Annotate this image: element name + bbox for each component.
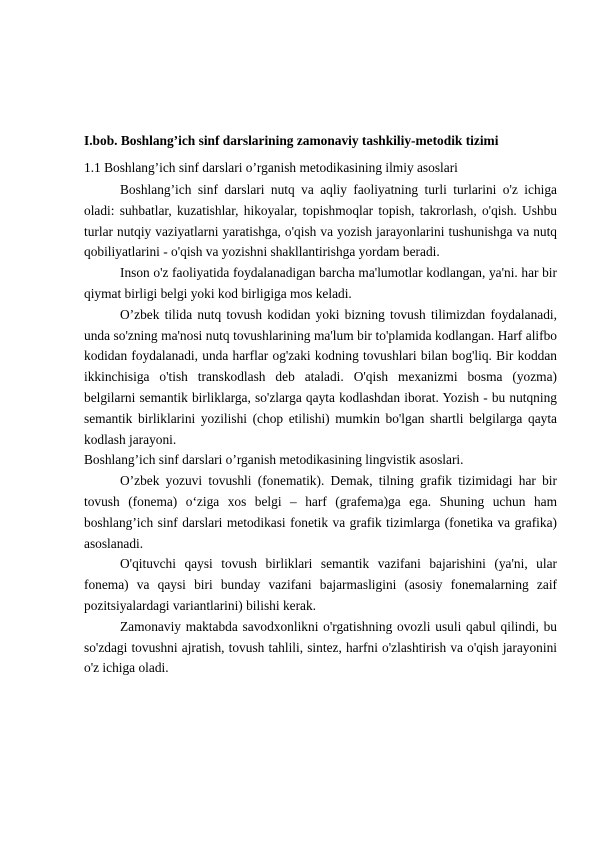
paragraph: O’zbek tilida nutq tovush kodidan yoki bizning tovush tilimizdan foydalanadi, unda so'zning ma'nosi nutq tovushlarining ma'lum bir to'plamida kodlangan. Harf alifbo kodidan foydalanadi, unda harflar og'zaki kodning tovushlari bilan bog'liq. Bir koddan ikkinchisiga o'tish transkodlash deb ataladi. O'qish mexanizmi bosma (yozma) belgilarni semantik birliklarga, so'zlarga qayta kodlashdan iborat. Yozish - bu nutqning semantik birliklarini yozilishi (chop etilishi) mumkin bo'lgan shartli belgilarga qayta kodlash jarayoni. [84, 306, 557, 447]
paragraph: O'qituvchi qaysi tovush birliklari semantik vazifani bajarishini (ya'ni, ular fonema) va qaysi biri bunday vazifani bajarmasligini (asosiy fonemalarning zaif pozitsiyalardagi variantlarini) bilishi kerak. [84, 556, 557, 613]
paragraph: Zamonaviy maktabda savodxonlikni o'rgatishning ovozli usuli qabul qilindi, bu so'zdagi tovushni ajratish, tovush tahlili, sintez, harfni o'zlashtirish va o'qish jarayonini o'z ichiga oladi. [84, 618, 557, 676]
subheading: Boshlang’ich sinf darslari o’rganish metodikasining lingvistik asoslari. [84, 452, 464, 468]
section-title: 1.1 Boshlang’ich sinf darslari o’rganish metodikasining ilmiy asoslari [84, 160, 458, 175]
chapter-title: I.bob. Boshlang’ich sinf darslarining zamonaviy tashkiliy-metodik tizimi [84, 133, 499, 148]
paragraph: O’zbek yozuvi tovushli (fonematik). Demak, tilning grafik tizimidagi har bir tovush (fonema) o‘ziga xos belgi – harf (grafema)ga ega. Shuning uchun ham boshlang’ich sinf darslari metodikasi fonetik va grafik tizimlarga (fonetika va grafika) asoslanadi. [84, 473, 557, 551]
document-page [84, 131, 557, 679]
paragraph: Boshlang’ich sinf darslari nutq va aqliy faoliyatning turli turlarini o'z ichiga oladi: suhbatlar, kuzatishlar, hikoyalar, topishmoqlar topish, takrorlash, o'qish. Ushbu turlar nutqiy vaziyatlarni yaratishga, o'qish va yozish jarayonlarini tushunishga va nutq qobiliyatlarini - o'qish va yozishni shakllantirishga yordam beradi. [84, 182, 557, 260]
paragraph: Inson o'z faoliyatida foydalanadigan barcha ma'lumotlar kodlangan, ya'ni. har bir qiymat birligi belgi yoki kod birligiga mos keladi. [84, 265, 557, 301]
